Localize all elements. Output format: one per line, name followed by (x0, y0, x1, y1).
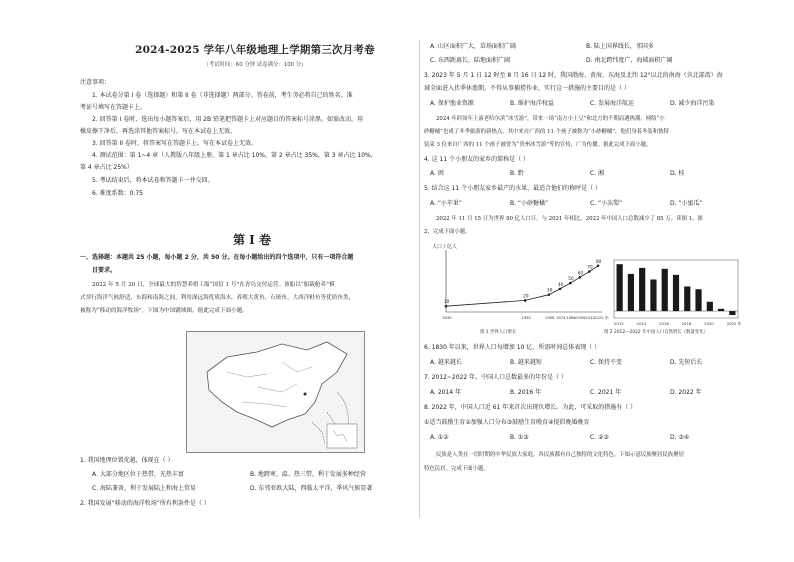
notes-heading: 注意事项： (80, 79, 111, 86)
chart2-caption: 图 2 2012—2022 年中国人口自然增长（数量变化） (604, 330, 708, 335)
question-3-line2: 域全面进入伏季休渔期，不得从事捕捞作业，实行这一措施的主要目的是（ ） (424, 85, 630, 92)
world-population-chart (428, 238, 609, 334)
q8-option-b: B. ①③ (510, 434, 529, 441)
context-text: 被称为“移动的海洋牧场”。下图为中国疆域图。据此完成下面小题。 (80, 308, 248, 314)
data-point (597, 264, 600, 267)
note-line: 6. 难度系数：0.75 (92, 190, 143, 197)
note-line: 橡皮擦干净后，再选涂其他答案标号。写在本试卷上无效。 (80, 128, 237, 135)
q6-option-d: D. 先短后长 (670, 359, 703, 366)
context-text: 2022 年 5 月 20 日，全球最大的智慧养殖工船“国信 1 号”在青岛交付运营。该船以“船载舱养”模 (92, 282, 335, 288)
bar-2018 (684, 286, 690, 311)
q2-option-b: B. 陆上国界线长，邻国多 (586, 43, 654, 50)
q2-option-d: D. 南北跨纬度广，海域面积广阔 (586, 57, 673, 64)
question-8-measures: ①适当鼓励生育②加强人口分布③鼓励生育晚育④提倡晚婚晚育 (424, 419, 590, 426)
bar-2020 (707, 302, 713, 311)
bar-2016 (662, 269, 668, 311)
data-label: 20 (523, 293, 529, 299)
bar-2014 (639, 268, 645, 311)
y-axis-label: 人口 / 亿人 (432, 244, 457, 250)
part1-intro-2: 目要求。 (92, 267, 117, 274)
note-line: 3. 回答第 II 卷时，将答案写在答题卡上。写在本试卷上无效。 (92, 140, 257, 147)
context-text: 2024 年时间年上演老哈尔滨“冰雪游”，带来一场“南方小土豆”和北方的不期而遇热潮。网络“小 (436, 116, 665, 122)
q6-option-b: B. 越来越短 (510, 359, 542, 366)
data-point (445, 305, 448, 308)
x-tick-label: 2022 年 (726, 321, 742, 326)
question-2: 2. 我国发展“移动的海洋牧场”所有利条件是（ ） (80, 500, 210, 507)
question-8: 8. 2022 年，中国人口近 61 年来首次出现负增长。为此，可采取的措施有（ ） (424, 404, 637, 411)
q7-option-a: A. 2014 年 (430, 389, 461, 396)
x-tick-label: 2011 (585, 315, 595, 320)
q7-option-d: D. 2022 年 (670, 389, 702, 396)
part1-intro: 一、选择题：本题共 25 小题，每小题 2 分，共 50 分。在每小题给出的四个选项中，只有一项符合题 (80, 254, 354, 261)
question-7: 7. 2012~2022 年，中国人口总数最多的年份是（ ） (424, 374, 568, 381)
q4-option-d: D. 桂 (670, 170, 685, 177)
x-tick-label: 2022 年 (594, 315, 609, 320)
x-tick-label: 1830 (442, 315, 452, 320)
chart1-caption: 图 1 世界人口增长 (480, 330, 517, 335)
data-label: 70 (587, 264, 593, 270)
q8-option-c: C. ②③ (590, 434, 609, 441)
note-line: 考证号填写在答题卡上。 (80, 104, 147, 111)
data-point (588, 270, 591, 273)
bar-2015 (650, 279, 656, 311)
note-line: 5. 考试结束后，将本试卷和答题卡一并交回。 (92, 177, 214, 184)
question-1: 1. 我国地理位置优越，体现在（ ） (80, 457, 174, 464)
context-text: 式穿行海洋气候舒适，东海和南海之间，利用深远海优质海水，养殖大黄鱼、石斑鱼、大西洋鲑鱼等优质鱼类， (80, 295, 355, 301)
note-line: 1. 本试卷分第 I 卷（选择题）和第 II 卷（非选择题）两部分。答卷前，考生务必将自己的姓名、准 (92, 92, 353, 99)
x-tick-label: 2018 (681, 321, 692, 326)
china-population-chart (606, 256, 742, 328)
q5-option-b: B. “小砂糖橘” (510, 200, 549, 207)
data-label: 30 (546, 287, 553, 293)
x-tick-label: 2014 (636, 321, 647, 326)
data-label: 50 (568, 276, 574, 282)
context-text: 砂糖橘”也成了冬季旅游的新热点，其中来自广西的 11 个孩子被称为“小砂糖橘”，他们身着冬装和独特 (424, 129, 669, 135)
q1-option-a: A. 大部分地区位于热带，光热丰富 (92, 471, 184, 478)
column-divider (419, 40, 420, 518)
q8-option-d: D. ③④ (670, 434, 690, 441)
bar-2012 (617, 264, 623, 311)
data-point (569, 282, 572, 285)
bar-2013 (628, 274, 634, 311)
data-label: 60 (577, 270, 584, 276)
exam-title: 2024-2025 学年八年级地理上学期第三次月考卷 (135, 44, 375, 56)
q4-option-b: B. 黔 (510, 170, 524, 177)
x-tick-label: 1958 (544, 315, 555, 320)
bar-2017 (673, 275, 679, 311)
bar-2022 (729, 311, 735, 315)
question-4: 4. 这 11 个小朋友的家乡的简称是（ ） (424, 156, 529, 163)
population-line (446, 266, 598, 306)
q6-option-c: C. 保持不变 (590, 359, 623, 366)
q4-option-a: A. 闽 (430, 170, 444, 177)
q3-option-c: C. 发展海洋航运 (590, 100, 635, 107)
data-label: 40 (558, 281, 564, 287)
data-point (548, 293, 551, 296)
q5-option-a: A. “小苹果” (430, 200, 463, 207)
q1-option-d: D. 东邻亚欧大陆，西临太平洋，季风气候显著 (250, 485, 373, 492)
x-tick-label: 1930 (521, 315, 531, 320)
x-tick-label: 2020 (704, 321, 714, 326)
note-line: 4. 测试范围：第 1~4 章（人教版八年级上册，第 1 章占比 10%，第 2 章占比 35%，第 3 章占比 10%， (92, 152, 377, 159)
q1-option-b: B. 地跨寒、温、热三带，利于发展多种经营 (250, 471, 366, 478)
question-3: 3. 2023 年 5 月 1 日 12 时至 8 月 16 日 12 时，我国渤海、黄海、东海及北纬 12°以北的南海（含北部湾）海 (424, 72, 723, 79)
question-6: 6. 1830 年以来，世界人口每增加 10 亿，所需时间总体表现（ ） (424, 344, 601, 351)
data-label: 10 (444, 299, 450, 305)
q3-option-a: A. 保护渔业资源 (430, 100, 474, 107)
data-point (559, 288, 562, 291)
question-5: 5. 结合这 11 个小朋友家乡最产的水果，最适合他们的称呼是（ ） (424, 185, 601, 192)
context-text: 装束 3 位来自广西的 11 个孩子被誉为“贵州冰雪游”等的宣传，广为传播。据此完成下面小题。 (424, 142, 652, 148)
q1-option-c: C. 海陆兼备，利于发展陆上和海上贸易 (92, 485, 197, 492)
x-tick-label: 1986 (566, 315, 576, 320)
q7-option-b: B. 2016 年 (510, 389, 542, 396)
q5-option-d: D. “小蜜瓜” (670, 200, 703, 207)
x-tick-label: 1999 (575, 315, 586, 320)
context-text: 2，完成下面小题。 (424, 229, 471, 235)
q5-option-c: C. “小冻梨” (590, 200, 623, 207)
context-text: 特色民居。完成下面小题。 (424, 466, 489, 472)
exam-subtitle: （考试时间：60 分钟 试卷满分：100 分） (203, 62, 307, 68)
q2-option-a: A. 山区面积广大，草场面积广阔 (430, 43, 516, 50)
q2-option-c: C. 东西距离长，陆地面积广阔 (430, 57, 511, 64)
section-title: 第 I 卷 (233, 233, 271, 247)
q7-option-c: C. 2021 年 (590, 389, 622, 396)
data-point (524, 299, 527, 302)
q3-option-b: B. 维护海洋权益 (510, 100, 554, 107)
note-line: 2. 回答第 I 卷时，选出每小题答案后，用 2B 铅笔把答题卡上对应题目的答案标号涂黑。如需改动，用 (92, 116, 363, 123)
x-tick-label: 2016 (659, 321, 669, 326)
data-label: 80 (596, 258, 602, 264)
bar-2021 (718, 309, 724, 311)
context-text: 2022 年 11 月 15 日为世界 80 亿人口日。与 2021 年相比，2022 年中国人口总数减少了 85 万。读图 1、图 (436, 216, 703, 222)
q6-option-a: A. 越来越长 (430, 359, 462, 366)
x-tick-label: 2012 (614, 321, 624, 326)
q8-option-a: A. ①② (430, 434, 449, 441)
context-text: 民族是人类在一切时期的中华民族大家庭。各民族都有自己独特的文化特色。下图示意民族聚居民族聚居 (436, 452, 684, 458)
map-drawing (187, 332, 364, 452)
x-tick-label: 1974 (556, 315, 566, 320)
note-line: 第 4 章占比 25%） (80, 164, 133, 171)
bar-2019 (695, 289, 701, 311)
data-point (578, 276, 581, 279)
china-territory-map (186, 331, 365, 453)
q3-option-d: D. 减少海洋污染 (670, 100, 715, 107)
q4-option-c: C. 湘 (590, 170, 605, 177)
